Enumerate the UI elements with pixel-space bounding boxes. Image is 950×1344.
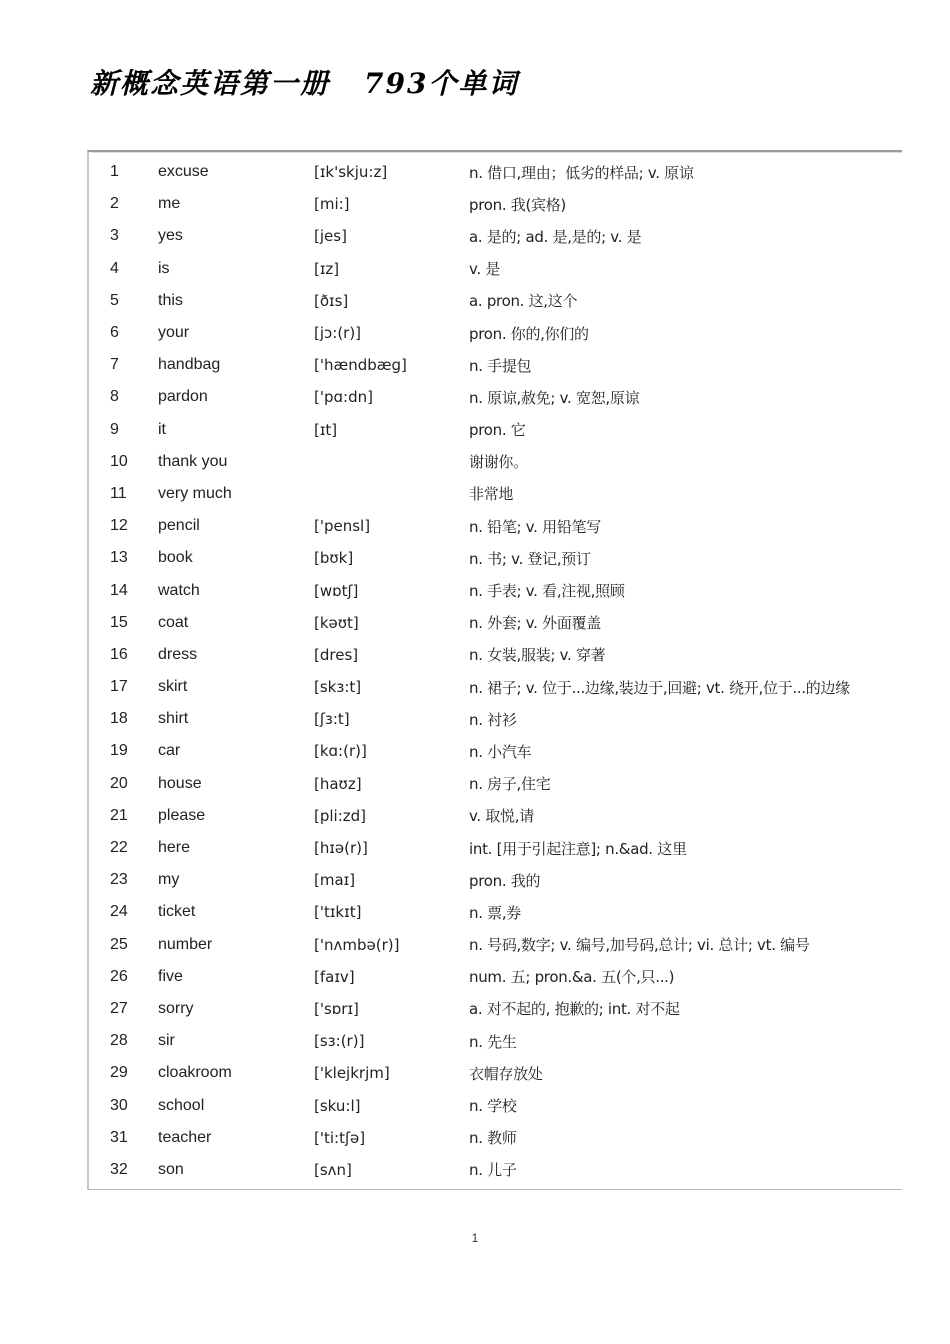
word-term: cloakroom <box>158 1064 232 1082</box>
word-phonetic <box>314 478 469 510</box>
table-row <box>89 542 902 574</box>
word-count-text: 793个单词 <box>364 67 519 100</box>
table-row <box>89 1122 902 1154</box>
word-phonetic: ['pensl] <box>314 517 371 536</box>
word-phonetic: ['nʌmbə(r)] <box>314 935 400 954</box>
word-index: 7 <box>110 356 119 374</box>
word-phonetic: [hɪə(r)] <box>314 839 368 858</box>
word-index: 31 <box>110 1128 128 1146</box>
word-phonetic: [faɪv] <box>314 967 355 986</box>
word-term: teacher <box>158 1128 212 1146</box>
table-row <box>89 735 902 767</box>
word-phonetic <box>314 446 469 478</box>
word-index: 2 <box>110 195 119 213</box>
table-row <box>89 478 902 510</box>
word-definition: n. 票,券 <box>469 903 522 922</box>
title-text: 新概念英语第一册 <box>90 67 331 100</box>
word-definition: n. 外套; v. 外面覆盖 <box>469 614 601 633</box>
word-index: 5 <box>110 291 119 309</box>
table-row <box>89 639 902 671</box>
table-row <box>89 896 902 928</box>
word-phonetic: [ɪz] <box>314 259 340 278</box>
word-phonetic: [ɪk'skju:z] <box>314 163 388 182</box>
word-phonetic: [mi:] <box>314 195 350 214</box>
word-phonetic: [pli:zd] <box>314 806 367 825</box>
word-phonetic: [sɜ:(r)] <box>314 1032 365 1051</box>
table-row <box>89 929 902 961</box>
word-term: five <box>158 967 183 985</box>
word-term: it <box>158 420 166 438</box>
word-index: 17 <box>110 678 128 696</box>
word-term: is <box>158 259 170 277</box>
word-definition: n. 衬衫 <box>469 710 517 729</box>
word-index: 1 <box>110 163 119 181</box>
word-phonetic: [haʊz] <box>314 774 362 793</box>
word-term: ticket <box>158 903 196 921</box>
word-term: son <box>158 1160 184 1178</box>
word-index: 8 <box>110 388 119 406</box>
word-term: this <box>158 291 183 309</box>
word-index: 16 <box>110 645 128 663</box>
word-phonetic: [jes] <box>314 227 347 246</box>
word-definition: n. 书; v. 登记,预订 <box>469 549 591 568</box>
word-phonetic: ['klejkrjm] <box>314 1064 390 1083</box>
word-index: 28 <box>110 1032 128 1050</box>
word-index: 15 <box>110 613 128 631</box>
word-index: 24 <box>110 903 128 921</box>
word-term: skirt <box>158 678 188 696</box>
table-row <box>89 188 902 220</box>
word-term: coat <box>158 613 189 631</box>
word-term: dress <box>158 645 198 663</box>
word-phonetic: [sʌn] <box>314 1160 352 1179</box>
word-index: 20 <box>110 774 128 792</box>
word-term: my <box>158 871 180 889</box>
word-term: your <box>158 324 190 342</box>
word-definition: pron. 它 <box>469 421 526 440</box>
table-row <box>89 156 902 188</box>
table-row <box>89 961 902 993</box>
word-phonetic: [jɔ:(r)] <box>314 324 362 343</box>
table-row <box>89 414 902 446</box>
word-term: sir <box>158 1032 175 1050</box>
word-term: book <box>158 549 193 567</box>
table-row <box>89 1089 902 1121</box>
word-index: 27 <box>110 999 128 1017</box>
word-definition: n. 裙子; v. 位于...边缘,装边于,回避; vt. 绕开,位于...的边缘 <box>469 678 850 697</box>
word-definition: v. 取悦,请 <box>469 807 534 826</box>
word-definition: int. [用于引起注意]; n.&ad. 这里 <box>469 839 687 858</box>
word-term: pencil <box>158 517 200 535</box>
table-row <box>89 285 902 317</box>
table-row <box>89 864 902 896</box>
table-row <box>89 607 902 639</box>
word-phonetic: ['sɒrɪ] <box>314 999 359 1018</box>
word-definition: 非常地 <box>469 485 514 504</box>
word-index: 12 <box>110 517 128 535</box>
word-term: very much <box>158 484 232 502</box>
word-definition: n. 学校 <box>469 1097 517 1116</box>
word-index: 30 <box>110 1096 128 1114</box>
word-phonetic: [sku:l] <box>314 1096 361 1115</box>
word-definition: v. 是 <box>469 260 501 279</box>
word-phonetic: ['ti:tʃə] <box>314 1128 366 1147</box>
word-term: please <box>158 806 206 824</box>
word-index: 3 <box>110 227 119 245</box>
table-row <box>89 446 902 478</box>
word-index: 4 <box>110 259 119 277</box>
word-definition: n. 手提包 <box>469 356 532 375</box>
word-definition: n. 女装,服装; v. 穿著 <box>469 646 606 665</box>
table-row <box>89 220 902 252</box>
word-phonetic: [dres] <box>314 645 359 664</box>
word-term: excuse <box>158 163 209 181</box>
table-row <box>89 381 902 413</box>
vocabulary-table <box>89 156 902 1186</box>
word-phonetic: [ɪt] <box>314 420 338 439</box>
word-term: yes <box>158 227 183 245</box>
word-index: 13 <box>110 549 128 567</box>
word-definition: n. 手表; v. 看,注视,照顾 <box>469 582 625 601</box>
word-index: 32 <box>110 1160 128 1178</box>
word-phonetic: [kəʊt] <box>314 613 359 632</box>
word-definition: a. pron. 这,这个 <box>469 292 578 311</box>
word-definition: num. 五; pron.&a. 五(个,只...) <box>469 968 675 987</box>
word-term: pardon <box>158 388 208 406</box>
word-index: 14 <box>110 581 128 599</box>
table-row <box>89 703 902 735</box>
word-definition: pron. 我(宾格) <box>469 195 566 214</box>
word-index: 18 <box>110 710 128 728</box>
word-index: 21 <box>110 806 128 824</box>
table-row <box>89 510 902 542</box>
word-index: 25 <box>110 935 128 953</box>
word-phonetic: ['hændbæg] <box>314 356 407 375</box>
word-index: 22 <box>110 839 128 857</box>
word-term: school <box>158 1096 205 1114</box>
word-definition: n. 房子,住宅 <box>469 775 551 794</box>
word-phonetic: ['pɑ:dn] <box>314 388 373 407</box>
word-definition: n. 小汽车 <box>469 742 532 761</box>
table-row <box>89 349 902 381</box>
word-definition: a. 对不起的, 抱歉的; int. 对不起 <box>469 1000 680 1019</box>
word-term: here <box>158 839 191 857</box>
page-title <box>90 62 518 102</box>
table-row <box>89 768 902 800</box>
word-definition: n. 借口,理由；低劣的样品; v. 原谅 <box>469 163 694 182</box>
table-row <box>89 832 902 864</box>
table-row <box>89 253 902 285</box>
word-definition: a. 是的; ad. 是,是的; v. 是 <box>469 227 642 246</box>
word-definition: n. 号码,数字; v. 编号,加号码,总计; vi. 总计; vt. 编号 <box>469 936 810 955</box>
word-term: me <box>158 195 181 213</box>
page-number: 1 <box>471 1231 479 1245</box>
word-term: house <box>158 774 202 792</box>
word-index: 23 <box>110 871 128 889</box>
table-row <box>89 993 902 1025</box>
word-term: number <box>158 935 213 953</box>
word-definition: pron. 你的,你们的 <box>469 324 589 343</box>
word-term: thank you <box>158 452 228 470</box>
word-index: 10 <box>110 452 128 470</box>
word-phonetic: [skɜ:t] <box>314 678 362 697</box>
word-definition: 衣帽存放处 <box>469 1064 543 1083</box>
word-phonetic: [bʊk] <box>314 549 354 568</box>
word-index: 11 <box>110 484 127 502</box>
word-definition: pron. 我的 <box>469 871 541 890</box>
word-phonetic: [kɑ:(r)] <box>314 742 367 761</box>
word-index: 26 <box>110 967 128 985</box>
word-definition: n. 儿子 <box>469 1161 517 1180</box>
word-phonetic: [ðɪs] <box>314 291 349 310</box>
word-phonetic: [wɒtʃ] <box>314 581 359 600</box>
table-row <box>89 317 902 349</box>
table-row <box>89 671 902 703</box>
table-row <box>89 800 902 832</box>
word-phonetic: ['tɪkɪt] <box>314 903 362 922</box>
table-row <box>89 1057 902 1089</box>
word-definition: n. 原谅,赦免; v. 宽恕,原谅 <box>469 388 640 407</box>
word-definition: n. 铅笔; v. 用铅笔写 <box>469 517 601 536</box>
vocabulary-table-body <box>89 156 902 1186</box>
word-term: sorry <box>158 999 194 1017</box>
word-term: handbag <box>158 356 221 374</box>
word-index: 6 <box>110 324 119 342</box>
word-definition: n. 先生 <box>469 1032 517 1051</box>
word-definition: 谢谢你。 <box>469 453 528 472</box>
word-phonetic: [maɪ] <box>314 871 356 890</box>
word-definition: n. 教师 <box>469 1129 517 1148</box>
table-row <box>89 574 902 606</box>
word-phonetic: [ʃɜ:t] <box>314 710 350 729</box>
word-index: 19 <box>110 742 128 760</box>
word-index: 9 <box>110 420 119 438</box>
word-term: car <box>158 742 181 760</box>
word-index: 29 <box>110 1064 128 1082</box>
table-row <box>89 1025 902 1057</box>
vocabulary-table-frame <box>87 150 902 1190</box>
word-term: shirt <box>158 710 189 728</box>
table-row <box>89 1154 902 1186</box>
word-term: watch <box>158 581 200 599</box>
